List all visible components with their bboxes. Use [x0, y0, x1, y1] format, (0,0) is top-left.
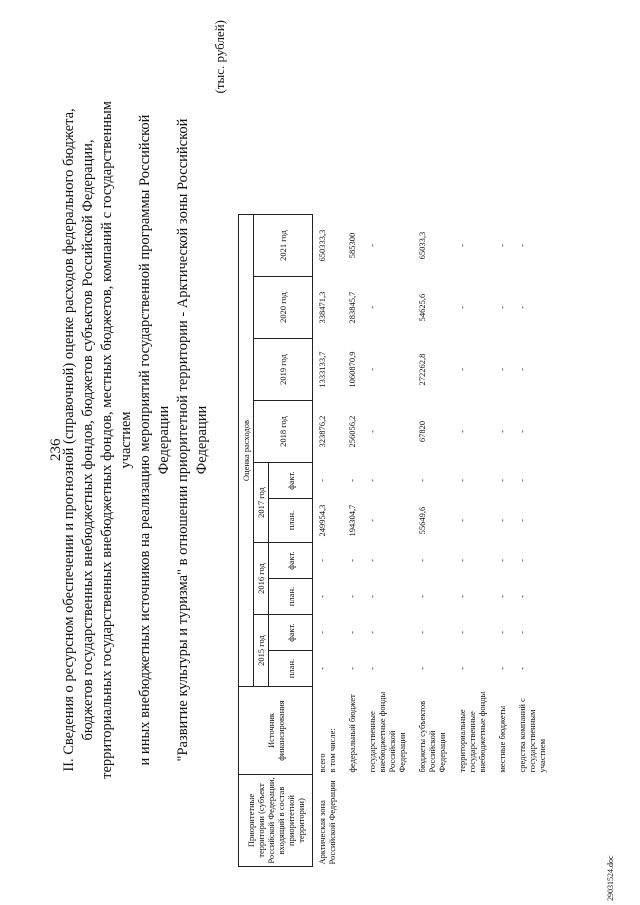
- value-cell: -: [347, 559, 357, 562]
- value-cell: 283845,7: [347, 291, 357, 324]
- value-cell: 1060870,9: [347, 351, 357, 388]
- value-cell: -: [367, 306, 377, 309]
- value-cell: 338471,3: [317, 291, 327, 324]
- value-cell: -: [367, 559, 377, 562]
- header-estimate: Оценка расходов: [239, 215, 254, 687]
- value-cell: -: [347, 667, 357, 670]
- source-cell: бюджеты субъектов Российской Федерации: [417, 700, 447, 773]
- header-fact: факт.: [269, 615, 313, 651]
- units-label: (тыс. рублей): [212, 20, 227, 94]
- value-cell: -: [517, 595, 527, 598]
- header-2018: 2018 год: [254, 401, 313, 463]
- value-cell: -: [517, 430, 527, 433]
- value-cell: -: [517, 631, 527, 634]
- value-cell: -: [457, 479, 467, 482]
- header-source: Источник финансирования: [239, 687, 313, 775]
- value-cell: -: [517, 368, 527, 371]
- value-cell: -: [417, 479, 427, 482]
- value-cell: -: [417, 667, 427, 670]
- header-2019: 2019 год: [254, 339, 313, 401]
- value-cell: -: [457, 667, 467, 670]
- value-cell: -: [517, 667, 527, 670]
- value-cell: -: [497, 368, 507, 371]
- value-cell: -: [347, 595, 357, 598]
- source-cell: федеральный бюджет: [347, 694, 357, 773]
- header-plan: план.: [269, 579, 313, 615]
- value-cell: -: [497, 631, 507, 634]
- document-id: 29031524.doc: [606, 855, 615, 901]
- value-cell: -: [347, 479, 357, 482]
- value-cell: -: [457, 595, 467, 598]
- table-row: [493, 215, 513, 867]
- table-body: [313, 215, 554, 867]
- value-cell: 585300: [347, 232, 357, 259]
- header-fact: факт.: [269, 543, 313, 579]
- source-cell: территориальные государственные внебюджетные фонды: [457, 691, 487, 773]
- value-cell: -: [367, 667, 377, 670]
- value-cell: -: [457, 306, 467, 309]
- value-cell: -: [497, 306, 507, 309]
- value-cell: -: [417, 631, 427, 634]
- value-cell: -: [497, 519, 507, 522]
- value-cell: -: [367, 479, 377, 482]
- title-line: бюджетов государственных внебюджетных фондов, бюджетов субъектов Российской Федерации,: [80, 139, 96, 741]
- value-cell: -: [367, 519, 377, 522]
- value-cell: -: [457, 519, 467, 522]
- table-row: [343, 215, 363, 867]
- value-cell: -: [497, 244, 507, 247]
- value-cell: -: [457, 430, 467, 433]
- header-2020: 2020 год: [254, 277, 313, 339]
- value-cell: -: [457, 559, 467, 562]
- header-fact: факт.: [269, 463, 313, 499]
- value-cell: 650333,3: [317, 229, 327, 262]
- table-row: [363, 215, 413, 867]
- value-cell: 65033,3: [417, 231, 427, 260]
- value-cell: -: [347, 631, 357, 634]
- value-cell: 1333133,7: [317, 351, 327, 388]
- value-cell: -: [367, 595, 377, 598]
- value-cell: -: [317, 595, 327, 598]
- value-cell: 54625,6: [417, 293, 427, 322]
- value-cell: -: [367, 368, 377, 371]
- header-plan: план.: [269, 651, 313, 687]
- table-row: [313, 215, 344, 867]
- value-cell: -: [367, 430, 377, 433]
- value-cell: -: [457, 244, 467, 247]
- value-cell: -: [317, 559, 327, 562]
- resource-table: [238, 214, 553, 867]
- table-row: [453, 215, 493, 867]
- value-cell: -: [367, 244, 377, 247]
- source-cell: государственные внебюджетные фонды Российской Федерации: [367, 691, 407, 773]
- value-cell: -: [497, 430, 507, 433]
- value-cell: -: [517, 244, 527, 247]
- header-2016: 2016 год: [254, 543, 269, 615]
- value-cell: 249954,3: [317, 504, 327, 537]
- value-cell: -: [457, 631, 467, 634]
- document-title: [60, 95, 212, 785]
- value-cell: 256056,2: [347, 415, 357, 448]
- source-cell: местные бюджеты: [497, 705, 507, 773]
- value-cell: -: [497, 667, 507, 670]
- value-cell: -: [317, 631, 327, 634]
- value-cell: -: [317, 667, 327, 670]
- title-line: и иных внебюджетных источников на реализацию мероприятий государственной программы Российской Федерации: [137, 114, 172, 766]
- header-territory: Приоритетные территории (субъект Российской Федерации, входящий в состав приоритетной территории): [239, 775, 313, 867]
- header-plan: план.: [269, 499, 313, 543]
- title-line: II. Сведения о ресурсном обеспечении и прогнозной (справочной) оценке расходов федерального бюджета,: [61, 108, 77, 772]
- header-2015: 2015 год: [254, 615, 269, 687]
- value-cell: -: [417, 559, 427, 562]
- value-cell: 272262,8: [417, 353, 427, 386]
- header-2017: 2017 год: [254, 463, 269, 543]
- value-cell: -: [517, 306, 527, 309]
- table-row: [513, 215, 553, 867]
- value-cell: -: [497, 559, 507, 562]
- value-cell: 194304,7: [347, 504, 357, 537]
- value-cell: -: [517, 559, 527, 562]
- value-cell: -: [517, 519, 527, 522]
- value-cell: -: [497, 595, 507, 598]
- value-cell: -: [517, 479, 527, 482]
- value-cell: 55649,6: [417, 506, 427, 535]
- territory-cell: Арктическая зона Российской Федерации: [317, 780, 337, 865]
- page-number: 236: [48, 438, 64, 461]
- table-row: [413, 215, 453, 867]
- source-cell: средства компаний с государственным участием: [517, 698, 547, 773]
- source-cell: всего в том числе:: [317, 728, 337, 773]
- value-cell: 323876,2: [317, 415, 327, 448]
- title-line: "Развитие культуры и туризма" в отношении приоритетной территории - Арктической зоны Российской Федерации: [175, 118, 210, 762]
- value-cell: 67820: [417, 420, 427, 443]
- value-cell: -: [497, 479, 507, 482]
- value-cell: -: [457, 368, 467, 371]
- value-cell: -: [367, 631, 377, 634]
- value-cell: -: [317, 479, 327, 482]
- header-2021: 2021 год: [254, 215, 313, 277]
- title-line: территориальных государственных внебюджетных фондов, местных бюджетов, компаний с государственным участием: [99, 101, 134, 779]
- value-cell: -: [417, 595, 427, 598]
